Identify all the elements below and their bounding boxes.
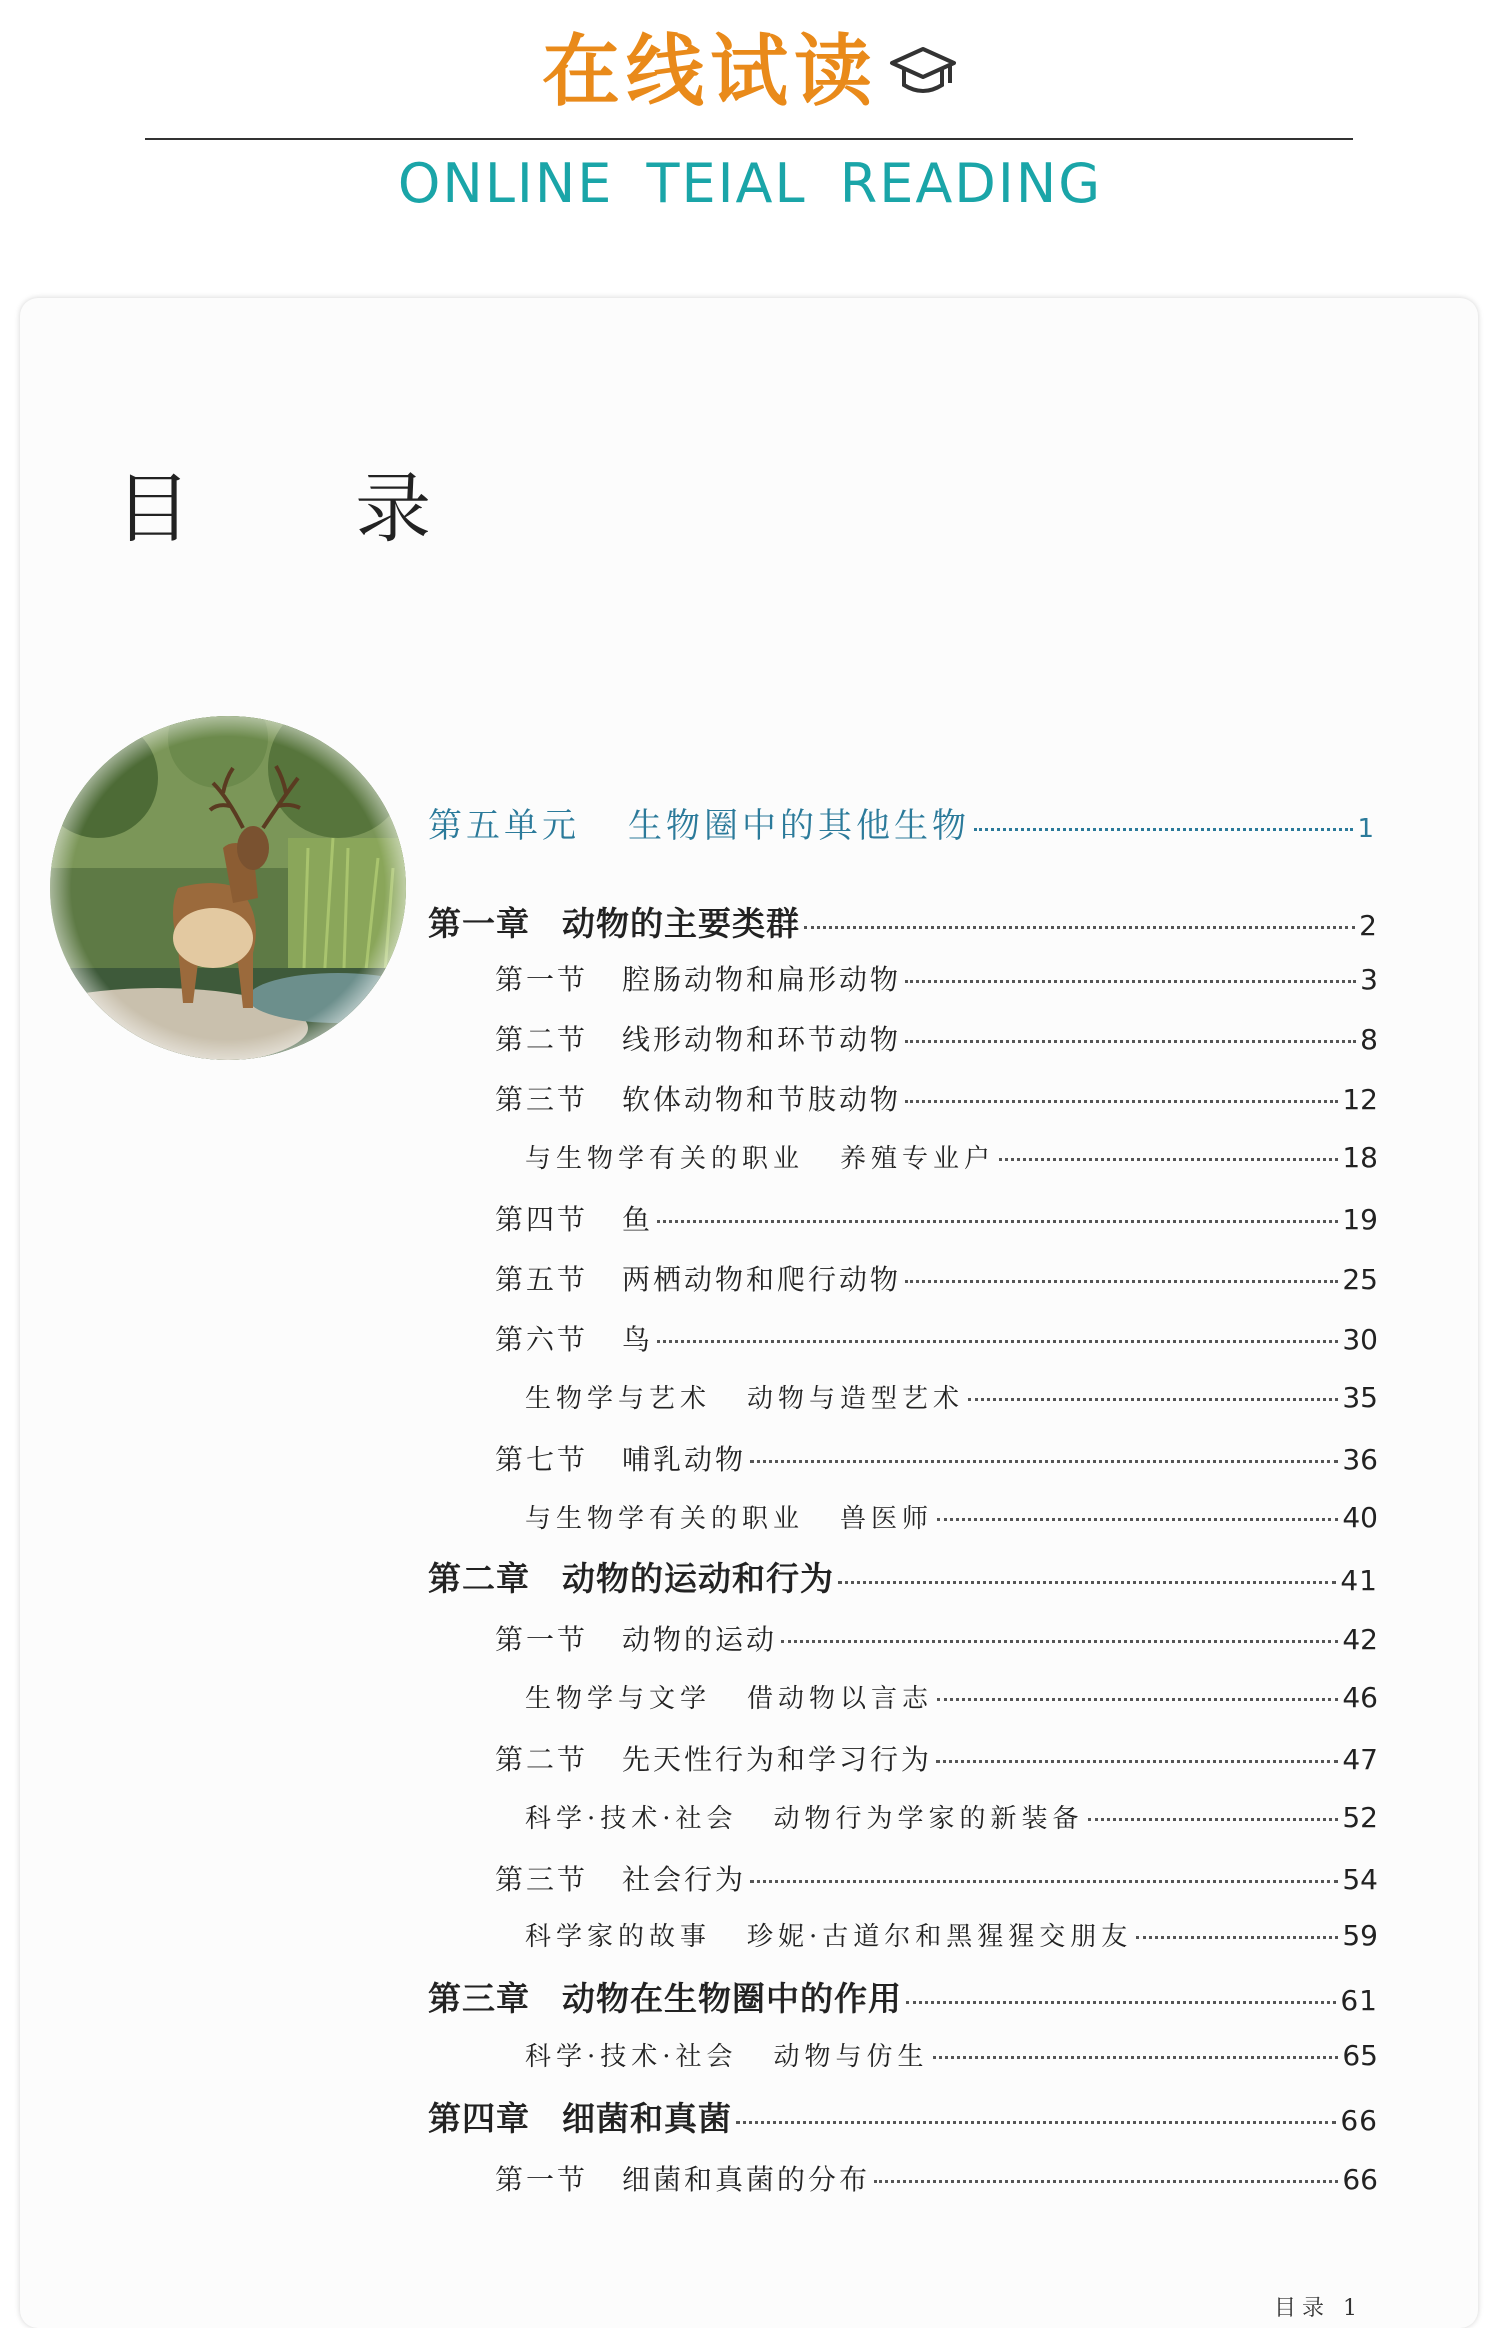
toc-title: 动物与造型艺术 [747, 1384, 965, 1414]
toc-unit-row[interactable] [428, 798, 1378, 847]
toc-prefix: 第二节 [495, 1743, 589, 1776]
banner [0, 0, 1500, 290]
toc-chapter-row[interactable] [428, 1973, 1378, 2020]
toc-page-number: 35 [1342, 1381, 1378, 1414]
dot-leader [933, 2056, 1339, 2059]
toc-title: 鸟 [622, 1323, 654, 1356]
toc-prefix: 科学·技术·社会 [525, 2042, 738, 2072]
toc-section-row[interactable] [495, 1858, 1378, 1898]
footer-label: 目录 [1273, 2296, 1330, 2321]
dot-leader [838, 1581, 1336, 1584]
toc-page-number: 47 [1342, 1743, 1378, 1776]
toc-title: 两栖动物和爬行动物 [622, 1263, 902, 1296]
toc-title: 动物的主要类群 [562, 904, 800, 943]
toc-page-number: 40 [1342, 1501, 1378, 1534]
toc-section-row[interactable] [495, 1078, 1378, 1118]
toc-prefix: 第三节 [495, 1083, 589, 1116]
toc-page-number: 54 [1342, 1863, 1378, 1896]
toc-page-number: 25 [1342, 1263, 1378, 1296]
toc-prefix: 与生物学有关的职业 [525, 1504, 805, 1534]
toc-section-row[interactable] [495, 1438, 1378, 1478]
dot-leader [974, 828, 1353, 831]
toc-chapter-row[interactable] [428, 2093, 1378, 2140]
toc-prefix: 第一节 [495, 963, 589, 996]
toc-prefix: 科学·技术·社会 [525, 1804, 738, 1834]
toc-title: 先天性行为和学习行为 [622, 1743, 933, 1776]
toc-title: 动物与仿生 [773, 2042, 929, 2072]
banner-divider [145, 138, 1353, 140]
toc-feature-row[interactable] [525, 1378, 1378, 1415]
toc-page-number: 30 [1342, 1323, 1378, 1356]
dot-leader [1136, 1936, 1338, 1939]
dot-leader [937, 1698, 1338, 1701]
toc-prefix: 第三节 [495, 1863, 589, 1896]
toc-prefix: 第七节 [495, 1443, 589, 1476]
dot-leader [999, 1158, 1338, 1161]
toc-page-number: 42 [1342, 1623, 1378, 1656]
toc-section-row[interactable] [495, 958, 1378, 998]
toc-prefix: 科学家的故事 [525, 1922, 712, 1952]
toc-page-number: 41 [1340, 1564, 1378, 1597]
toc-title: 生物圈中的其他生物 [628, 806, 970, 846]
toc-title: 养殖专业户 [840, 1144, 996, 1174]
dot-leader [804, 926, 1355, 929]
dot-leader [874, 2180, 1338, 2183]
dot-leader [1088, 1818, 1339, 1821]
toc-prefix: 第四节 [495, 1203, 589, 1236]
toc-page-number: 19 [1342, 1203, 1378, 1236]
toc-section-row[interactable] [495, 1618, 1378, 1658]
toc-title: 鱼 [622, 1203, 654, 1236]
toc-title: 线形动物和环节动物 [622, 1023, 902, 1056]
toc-prefix: 生物学与文学 [525, 1684, 712, 1714]
toc-chapter-row[interactable] [428, 1553, 1378, 1600]
dot-leader [905, 980, 1356, 983]
toc-page-number: 66 [1340, 2104, 1378, 2137]
dot-leader [750, 1880, 1338, 1883]
toc-feature-row[interactable] [525, 1498, 1378, 1535]
toc-prefix: 第一节 [495, 2163, 589, 2196]
toc-page-number: 12 [1342, 1083, 1378, 1116]
toc-title: 动物的运动 [622, 1623, 778, 1656]
toc-prefix: 生物学与艺术 [525, 1384, 712, 1414]
dot-leader [657, 1220, 1338, 1223]
toc-page-number: 65 [1342, 2039, 1378, 2072]
graduation-cap-icon [888, 27, 958, 127]
toc-feature-row[interactable] [525, 1138, 1378, 1175]
page-footer [1274, 2291, 1363, 2322]
dot-leader [936, 1760, 1338, 1763]
toc-feature-row[interactable] [525, 1678, 1378, 1715]
dot-leader [905, 1040, 1356, 1043]
toc-feature-row[interactable] [525, 2036, 1378, 2073]
toc-prefix: 与生物学有关的职业 [525, 1144, 805, 1174]
toc-title: 细菌和真菌的分布 [622, 2163, 871, 2196]
toc-page-number: 61 [1340, 1984, 1378, 2017]
book-page [20, 298, 1478, 2328]
toc-page-number: 46 [1342, 1681, 1378, 1714]
toc-title: 哺乳动物 [622, 1443, 747, 1476]
toc-title: 腔肠动物和扁形动物 [622, 963, 902, 996]
toc-page-number: 59 [1342, 1919, 1378, 1952]
toc-prefix: 第六节 [495, 1323, 589, 1356]
dot-leader [736, 2121, 1336, 2124]
toc-page-number: 36 [1342, 1443, 1378, 1476]
toc-page-number: 3 [1360, 963, 1378, 996]
toc-title: 借动物以言志 [747, 1684, 934, 1714]
toc-title: 动物在生物圈中的作用 [562, 1979, 902, 2018]
toc-title: 珍妮·古道尔和黑猩猩交朋友 [747, 1922, 1133, 1952]
toc-section-row[interactable] [495, 1258, 1378, 1298]
toc-feature-row[interactable] [525, 1798, 1378, 1835]
toc-title: 兽医师 [840, 1504, 934, 1534]
toc-title: 细菌和真菌 [562, 2099, 732, 2138]
toc-page-number: 18 [1342, 1141, 1378, 1174]
dot-leader [906, 2001, 1336, 2004]
dot-leader [750, 1460, 1338, 1463]
toc-section-row[interactable] [495, 1018, 1378, 1058]
toc-title: 社会行为 [622, 1863, 747, 1896]
dot-leader [781, 1640, 1338, 1643]
toc-section-row[interactable] [495, 1198, 1378, 1238]
footer-page-number: 1 [1343, 2296, 1363, 2321]
toc-page-number: 8 [1360, 1023, 1378, 1056]
page-title: 目 录 [115, 464, 502, 553]
toc-section-row[interactable] [495, 1738, 1378, 1778]
dot-leader [657, 1340, 1338, 1343]
toc-prefix: 第二章 [428, 1559, 530, 1598]
toc-prefix: 第三章 [428, 1979, 530, 2018]
toc-prefix: 第一章 [428, 904, 530, 943]
dot-leader [968, 1398, 1338, 1401]
toc-page-number: 52 [1342, 1801, 1378, 1834]
toc-title: 动物行为学家的新装备 [773, 1804, 1084, 1834]
dot-leader [905, 1100, 1338, 1103]
toc-section-row[interactable] [495, 2158, 1378, 2198]
banner-title [0, 22, 1500, 127]
toc-prefix: 第四章 [428, 2099, 530, 2138]
toc-feature-row[interactable] [525, 1916, 1378, 1953]
toc-title: 软体动物和节肢动物 [622, 1083, 902, 1116]
toc-prefix: 第五单元 [428, 806, 580, 846]
banner-title-text: 在线试读 [541, 27, 878, 117]
toc-prefix: 第五节 [495, 1263, 589, 1296]
toc-page-number: 1 [1357, 814, 1378, 844]
dot-leader [937, 1518, 1338, 1521]
toc-prefix: 第二节 [495, 1023, 589, 1056]
toc-title: 动物的运动和行为 [562, 1559, 834, 1598]
toc-prefix: 第一节 [495, 1623, 589, 1656]
toc-chapter-row[interactable] [428, 898, 1378, 945]
toc-section-row[interactable] [495, 1318, 1378, 1358]
toc-page-number: 66 [1342, 2163, 1378, 2196]
banner-subtitle: ONLINE TEIAL READING [397, 152, 1103, 215]
toc-page-number: 2 [1359, 909, 1378, 942]
dot-leader [905, 1280, 1338, 1283]
table-of-contents [20, 298, 1478, 2328]
